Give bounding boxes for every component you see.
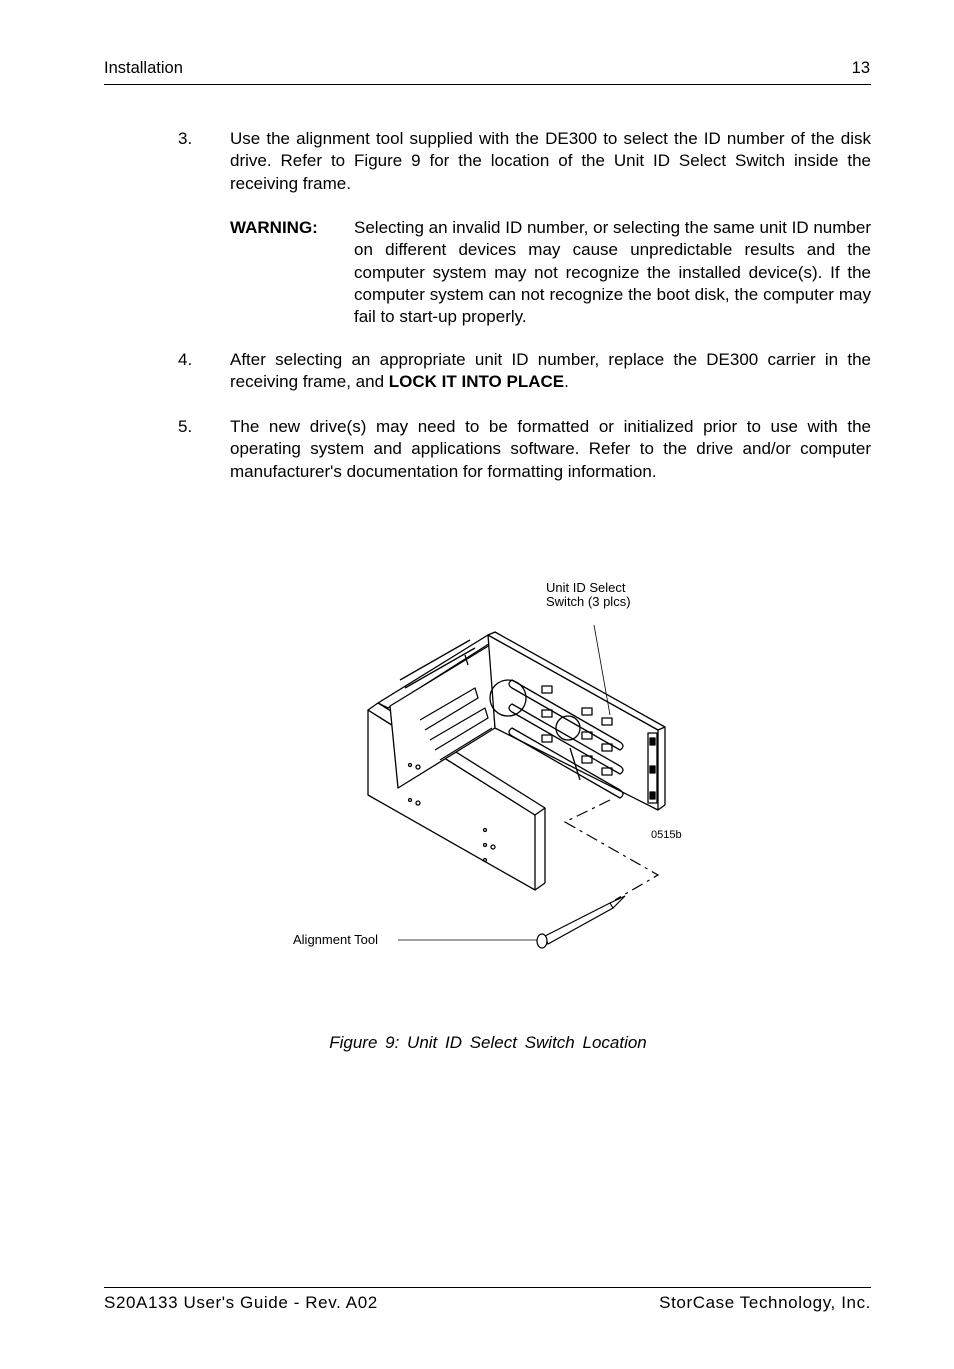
figure-9 — [280, 570, 700, 970]
drawing-code: 0515b — [651, 829, 682, 841]
step-text-part: After selecting an appropriate unit ID number, replace the DE300 carrier in the receiving frame, and — [230, 350, 871, 392]
step-4 — [178, 349, 871, 394]
warning-text: Selecting an invalid ID number, or selecting the same unit ID number on different devices may cause unpredictable results and the computer system may not recognize the installed device(s). If the computer system can not recognize the boot disk, the computer may fail to start-up properly. — [354, 218, 871, 327]
step-text: Use the alignment tool supplied with the DE300 to select the ID number of the disk drive. Refer to Figure 9 for the location of the Unit ID Select Switch inside the receiving frame. — [230, 129, 871, 193]
page-number: 13 — [851, 59, 870, 77]
warning-block — [230, 217, 871, 328]
header-section-title: Installation — [104, 59, 183, 77]
step-3 — [178, 128, 871, 195]
header-rule — [104, 84, 871, 85]
footer-company: StorCase Technology, Inc. — [659, 1293, 871, 1312]
warning-label: WARNING: — [230, 218, 318, 237]
figure-caption: Figure 9: Unit ID Select Switch Location — [329, 1033, 647, 1052]
step-5 — [178, 416, 871, 483]
callout-line: Unit ID Select — [546, 580, 626, 595]
footer-document-title: S20A133 User's Guide - Rev. A02 — [104, 1293, 378, 1312]
lock-emphasis: LOCK IT INTO PLACE — [388, 372, 565, 392]
step-number: 5. — [178, 417, 193, 436]
step-number: 4. — [178, 350, 193, 369]
step-text — [230, 349, 871, 394]
footer-rule — [104, 1287, 871, 1288]
switch-callout — [546, 581, 631, 609]
callout-line: Switch (3 plcs) — [546, 594, 631, 609]
step-number: 3. — [178, 129, 193, 148]
step-text: The new drive(s) may need to be formatted or initialized prior to use with the operating system and applications software. Refer to the drive and/or computer manufacturer's documentation for formatting information. — [230, 417, 871, 481]
alignment-tool-callout: Alignment Tool — [293, 932, 379, 947]
step-text-part: . — [564, 372, 569, 392]
receiving-frame-drawing — [280, 570, 700, 970]
